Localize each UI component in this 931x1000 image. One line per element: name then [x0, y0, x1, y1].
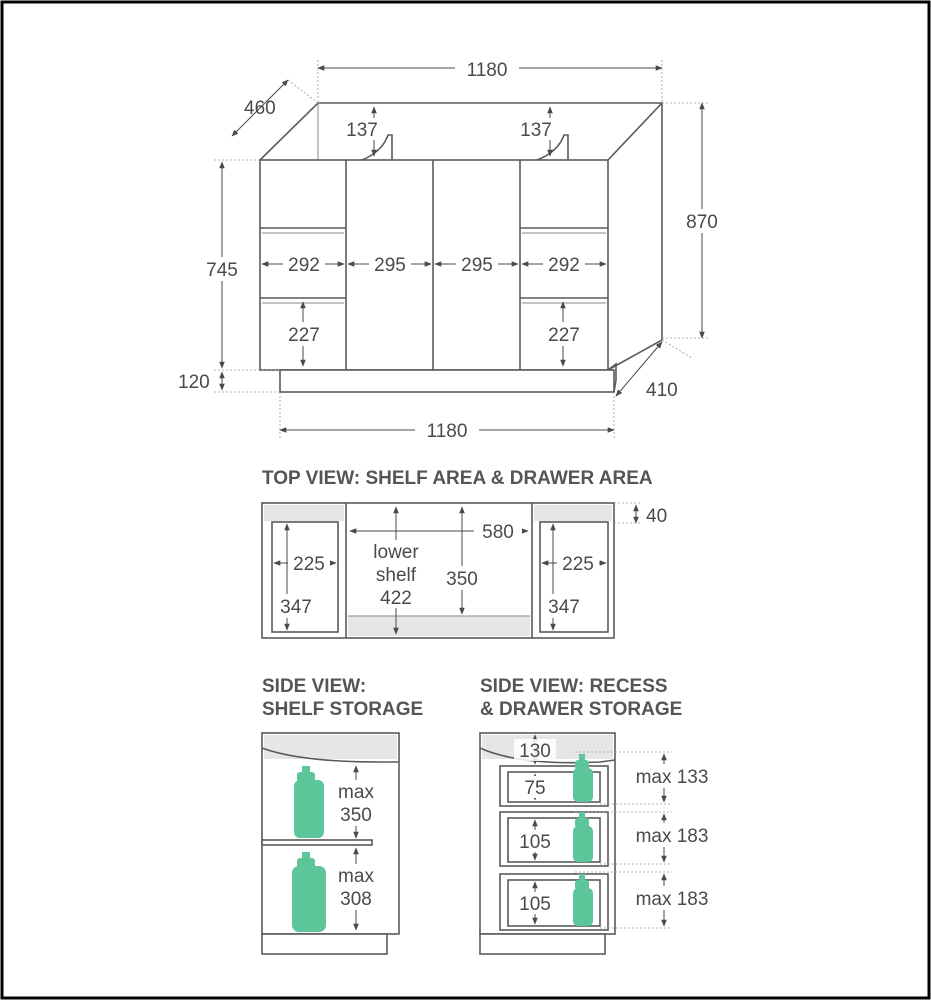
label-drawer-right-height: 227 [548, 325, 580, 346]
side-view-recess [480, 676, 718, 954]
side-view-shelf [262, 676, 423, 954]
label-tap-right: 137 [520, 120, 552, 141]
label-width-top: 1180 [466, 60, 508, 81]
label-top-gap: 40 [646, 506, 668, 527]
side-shelf-plinth [262, 934, 387, 954]
label-drawer-2: 105 [519, 832, 551, 853]
label-shelf-max1-a: max [338, 782, 374, 803]
label-drawer-3: 105 [519, 894, 551, 915]
cabinet-top-edge [608, 103, 662, 160]
label-left-depth: 347 [280, 597, 312, 618]
label-recess-max3: max 183 [635, 889, 709, 910]
label-body-height: 745 [206, 260, 238, 281]
front-view [178, 56, 724, 442]
top-view-heading: TOP VIEW: SHELF AREA & DRAWER AREA [262, 468, 653, 489]
kickboard [280, 370, 614, 392]
side-shelf-heading-2: SHELF STORAGE [262, 699, 424, 720]
side-shelf-heading-1: SIDE VIEW: [262, 676, 367, 697]
label-drawer-left-height: 227 [288, 325, 320, 346]
label-left-width: 225 [293, 554, 325, 575]
label-drawer-left-width: 292 [288, 255, 320, 276]
label-door-left-width: 295 [374, 255, 406, 276]
side-recess-heading-1: SIDE VIEW: RECESS [480, 676, 668, 697]
label-shelf-max2-b: 308 [340, 889, 372, 910]
label-tap-left: 137 [346, 120, 378, 141]
label-width-bottom: 1180 [426, 421, 468, 442]
label-kick-height: 120 [178, 372, 210, 393]
label-center-width: 580 [482, 522, 514, 543]
label-shelf-max2-a: max [338, 866, 374, 887]
label-door-right-width: 295 [461, 255, 493, 276]
label-recess-max1: max 133 [635, 767, 709, 788]
side-recess-plinth [480, 934, 605, 954]
label-center-depth: 350 [446, 569, 478, 590]
label-kick-depth: 410 [646, 380, 678, 401]
label-lower-shelf-2: shelf [375, 565, 417, 586]
label-recess: 130 [519, 741, 551, 762]
label-lower-shelf-val: 422 [380, 588, 412, 609]
label-depth-top: 460 [244, 98, 276, 119]
outer-frame [2, 2, 929, 998]
label-total-height: 870 [686, 212, 718, 233]
label-recess-max2: max 183 [635, 826, 709, 847]
label-lower-shelf-1: lower [373, 542, 419, 563]
top-view [262, 468, 667, 638]
side-recess-heading-2: & DRAWER STORAGE [480, 699, 683, 720]
label-drawer-right-width: 292 [548, 255, 580, 276]
label-drawer-1: 75 [524, 778, 546, 799]
label-right-depth: 347 [548, 597, 580, 618]
shelf-board [262, 840, 372, 845]
label-right-width: 225 [562, 554, 594, 575]
label-shelf-max1-b: 350 [340, 805, 372, 826]
